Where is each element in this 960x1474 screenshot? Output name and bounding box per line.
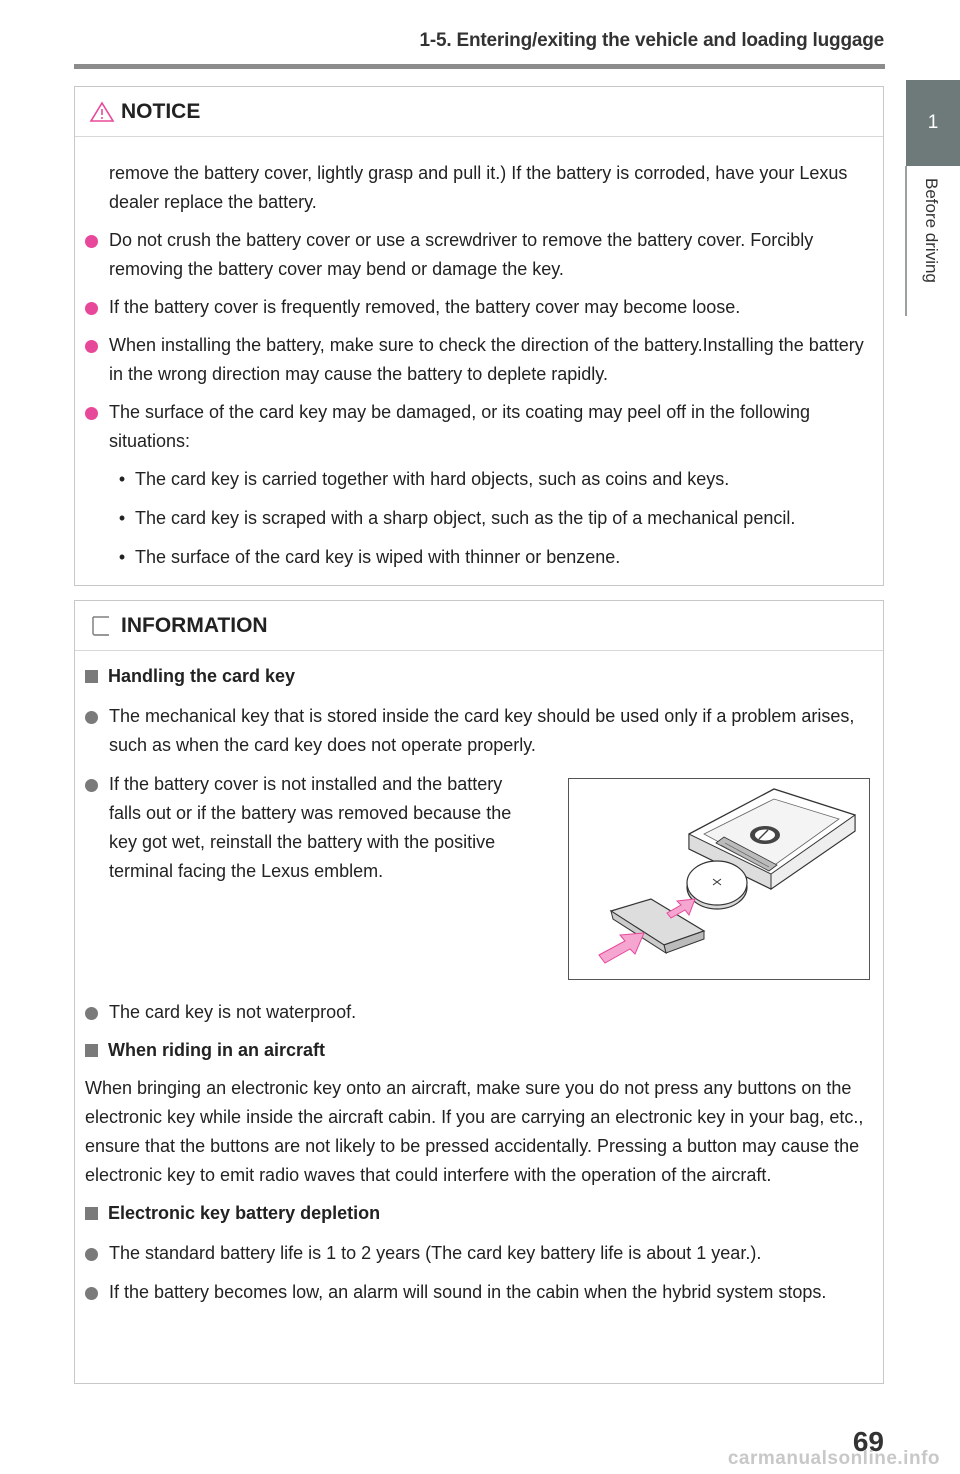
bullet-icon (85, 711, 98, 724)
card-key-battery-illustration (568, 778, 870, 980)
notice-header (75, 87, 883, 137)
square-bullet-icon (85, 1207, 98, 1220)
notice-subitem-text: The card key is scraped with a sharp object, such as the tip of a mechanical pencil. (135, 508, 796, 528)
card-key-diagram (569, 779, 869, 979)
section-heading: When riding in an aircraft (85, 1036, 871, 1065)
information-body (75, 662, 883, 1307)
info-item-text: The standard battery life is 1 to 2 years (The card key battery life is about 1 year.). (109, 1243, 762, 1263)
info-item-text: If the battery cover is not installed and the battery falls out or if the battery was removed because the key got wet, reinstall the battery with the positive terminal facing the Lexus emblem. (109, 774, 512, 881)
notice-item-text: Do not crush the battery cover or use a screwdriver to remove the battery cover. Forcibly removing the battery cover may bend or damage the key. (109, 230, 814, 279)
notice-item (85, 398, 871, 456)
notice-item-text: If the battery cover is frequently removed, the battery cover may become loose. (109, 297, 741, 317)
page-number: 69 (852, 1426, 884, 1457)
side-divider (905, 166, 907, 316)
section-heading: Electronic key battery depletion (85, 1199, 871, 1228)
chapter-label: Before driving (922, 178, 941, 283)
notice-subitem: • The card key is carried together with hard objects, such as coins and keys. (85, 465, 871, 494)
notice-box (74, 86, 884, 586)
notice-item-text: The surface of the card key may be damaged, or its coating may peel off in the following situations: (109, 402, 811, 451)
info-item-text: The card key is not waterproof. (109, 1002, 357, 1022)
page-header-title: 1-5. Entering/exiting the vehicle and loading luggage (419, 30, 884, 51)
bullet-icon (85, 779, 98, 792)
bullet-icon (85, 235, 98, 248)
coin-battery (687, 861, 747, 909)
info-item (85, 702, 871, 760)
info-item (85, 1278, 871, 1307)
section-heading: Handling the card key (85, 662, 871, 691)
notice-subitem-text: The card key is carried together with hard objects, such as coins and keys. (135, 469, 730, 489)
square-bullet-icon (85, 670, 98, 683)
notice-item (85, 331, 871, 389)
bullet-icon (85, 1248, 98, 1261)
information-title: INFORMATION (121, 613, 268, 637)
bullet-icon (85, 340, 98, 353)
watermark: carmanualsonline.info (727, 1448, 940, 1469)
information-box (74, 600, 884, 1384)
bullet-icon (85, 407, 98, 420)
warning-icon (89, 101, 115, 123)
bullet-icon (85, 302, 98, 315)
notice-subitem: • The card key is scraped with a sharp object, such as the tip of a mechanical pencil. (85, 504, 871, 533)
bullet-icon (85, 1007, 98, 1020)
aircraft-text: When bringing an electronic key onto an aircraft, make sure you do not press any buttons on the electronic key while inside the aircraft cabin. If you are carrying an electronic key in your bag, etc., ensure that the buttons are not likely to be pressed accidentally. Pressing a button may cause the electronic key to emit radio waves that could interfere with the operation of the aircraft. (85, 1078, 864, 1185)
notice-item (85, 293, 871, 322)
notice-subitem: • The surface of the card key is wiped with thinner or benzene. (85, 543, 871, 572)
notice-item (85, 226, 871, 284)
notice-body (75, 159, 883, 572)
notice-subitem-text: The surface of the card key is wiped with thinner or benzene. (135, 547, 621, 567)
square-bullet-icon (85, 1044, 98, 1057)
information-header (75, 601, 883, 651)
chapter-number: 1 (927, 112, 939, 133)
chapter-tab (906, 80, 960, 166)
info-item (85, 770, 535, 988)
notice-title: NOTICE (121, 99, 201, 123)
info-item (85, 1239, 871, 1268)
notice-item-text: When installing the battery, make sure to check the direction of the battery.Installing the battery in the wrong direction may cause the battery to deplete rapidly. (109, 335, 864, 384)
notice-continuation: remove the battery cover, lightly grasp and pull it.) If the battery is corroded, have your Lexus dealer replace the battery. (109, 163, 848, 212)
info-item (85, 998, 871, 1027)
info-item-text: The mechanical key that is stored inside the card key should be used only if a problem arises, such as when the card key does not operate properly. (109, 706, 855, 755)
memo-icon (89, 614, 115, 638)
bullet-icon (85, 1287, 98, 1300)
info-item-text: If the battery becomes low, an alarm will sound in the cabin when the hybrid system stops. (109, 1282, 827, 1302)
header-divider (74, 64, 885, 69)
